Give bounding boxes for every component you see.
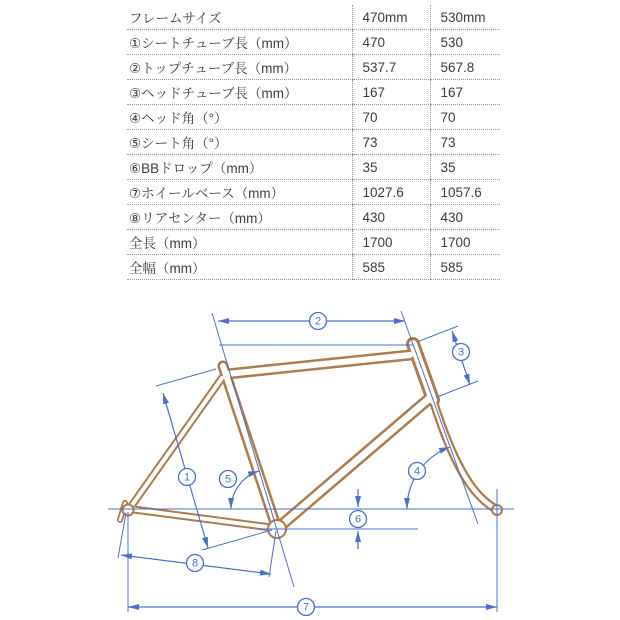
row-label: 全幅（mm） [127,255,352,280]
row-value-530: 167 [430,80,500,105]
callout-2-number: 2 [314,315,322,328]
callouts [179,313,470,616]
callout-7-number: 7 [302,601,310,614]
row-label: 全長（mm） [127,230,352,255]
row-label: ①シートチューブ長（mm） [127,30,352,55]
row-value-470: 35 [352,155,430,180]
callout-rear-center [187,555,204,572]
seat-tube-axis [212,313,294,587]
row-value-470: 1700 [352,230,430,255]
row-value-470: 470 [352,30,430,55]
table-header-label: フレームサイズ [127,5,352,30]
row-label: ⑤シート角（°） [127,130,352,155]
row-value-530: 35 [430,155,500,180]
callout-4-number: 4 [413,465,421,478]
callout-1-number: 1 [183,471,191,484]
row-value-530: 1057.6 [430,180,500,205]
callout-5-number: 5 [224,473,232,486]
callout-head-angle [409,463,426,480]
table-header-size-470: 470mm [352,5,430,30]
row-label: ⑧リアセンター（mm） [127,205,352,230]
row-value-530: 73 [430,130,500,155]
row-value-530: 567.8 [430,55,500,80]
callout-bb-drop [350,511,367,528]
row-label: ⑥BBドロップ（mm） [127,155,352,180]
seat-top-extension [156,369,216,386]
row-label: ③ヘッドチューブ長（mm） [127,80,352,105]
table-header-size-530: 530mm [430,5,500,30]
callout-wheelbase [298,599,315,616]
row-value-530: 585 [430,255,500,280]
row-value-470: 1027.6 [352,180,430,205]
head-top-extension [417,326,458,342]
callout-seat-angle [220,471,237,488]
callout-6-number: 6 [354,513,362,526]
row-value-530: 530 [430,30,500,55]
row-value-470: 70 [352,105,430,130]
row-value-470: 167 [352,80,430,105]
row-value-530: 70 [430,105,500,130]
row-value-470: 585 [352,255,430,280]
row-label: ②トップチューブ長（mm） [127,55,352,80]
row-value-530: 1700 [430,230,500,255]
row-label: ⑦ホイールベース（mm） [127,180,352,205]
row-label: ④ヘッド角（°） [127,105,352,130]
callout-3-number: 3 [457,346,465,359]
row-value-470: 537.7 [352,55,430,80]
callout-top-tube [310,313,327,330]
bb-extension [202,530,272,550]
row-value-470: 430 [352,205,430,230]
callout-seat-tube [179,469,196,486]
fork-blade [433,400,496,509]
row-value-530: 430 [430,205,500,230]
callout-8-number: 8 [191,557,199,570]
head-bottom-extension [437,381,478,397]
row-value-470: 73 [352,130,430,155]
callout-head-tube [453,344,470,361]
